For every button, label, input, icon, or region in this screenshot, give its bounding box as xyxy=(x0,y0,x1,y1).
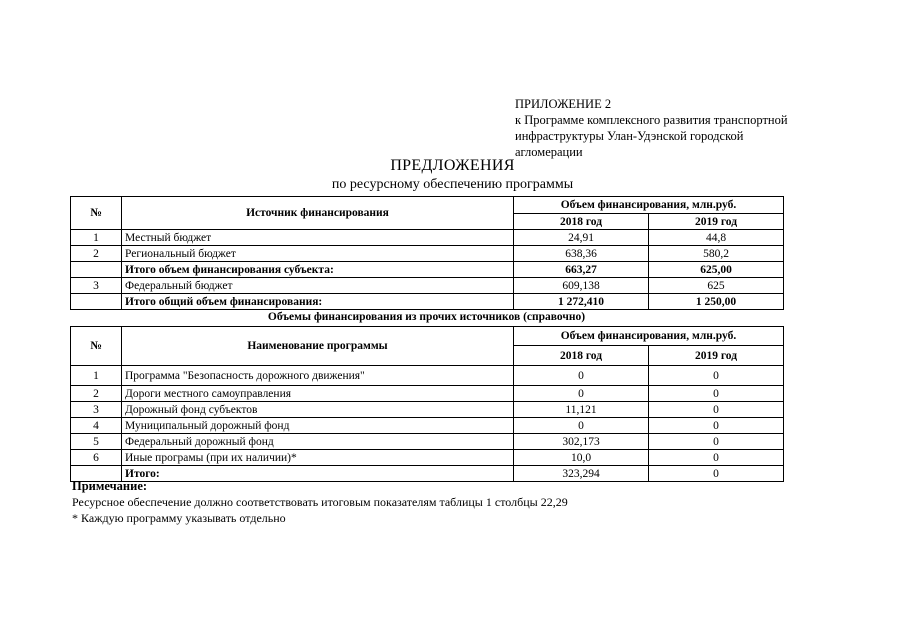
row-name: Итого объем финансирования субъекта: xyxy=(122,262,514,278)
appendix-line-4: агломерации xyxy=(515,145,583,159)
appendix-line-1: ПРИЛОЖЕНИЕ 2 xyxy=(515,97,612,111)
row-name: Программа "Безопасность дорожного движения" xyxy=(122,366,514,386)
row-value-2019: 0 xyxy=(649,450,784,466)
row-value-2018: 609,138 xyxy=(514,278,649,294)
table-row xyxy=(71,246,784,262)
row-value-2019: 0 xyxy=(649,366,784,386)
appendix-header xyxy=(515,96,835,160)
other-sources-caption: Объемы финансирования из прочих источников (справочно) xyxy=(267,311,586,323)
t2-header-num: № xyxy=(71,327,122,366)
row-name: Дороги местного самоуправления xyxy=(122,386,514,402)
row-num: 4 xyxy=(71,418,122,434)
row-value-2019: 0 xyxy=(649,418,784,434)
row-value-2019: 0 xyxy=(649,434,784,450)
t2-header-2019: 2019 год xyxy=(649,346,784,366)
table-row xyxy=(71,418,784,434)
table-row xyxy=(71,434,784,450)
notes-heading: Примечание: xyxy=(72,479,148,493)
t1-header-source: Источник финансирования xyxy=(122,197,514,230)
t1-header-group: Объем финансирования, млн.руб. xyxy=(514,197,784,214)
t2-header-group: Объем финансирования, млн.руб. xyxy=(514,327,784,346)
table-row xyxy=(71,386,784,402)
table-row xyxy=(71,278,784,294)
notes-line-2: * Каждую программу указывать отдельно xyxy=(72,511,286,525)
row-name: Муниципальный дорожный фонд xyxy=(122,418,514,434)
row-num: 2 xyxy=(71,386,122,402)
other-sources-table xyxy=(70,326,784,482)
row-value-2019: 0 xyxy=(649,386,784,402)
subtotal-row xyxy=(71,262,784,278)
row-name: Местный бюджет xyxy=(122,230,514,246)
row-name: Федеральный дорожный фонд xyxy=(122,434,514,450)
row-value-2019: 44,8 xyxy=(649,230,784,246)
table-row xyxy=(71,402,784,418)
row-value-2018: 323,294 xyxy=(514,466,649,482)
row-value-2019: 0 xyxy=(649,402,784,418)
row-num: 1 xyxy=(71,230,122,246)
row-value-2018: 638,36 xyxy=(514,246,649,262)
row-num: 1 xyxy=(71,366,122,386)
total-row xyxy=(71,294,784,310)
t2-header-2018: 2018 год xyxy=(514,346,649,366)
row-num xyxy=(71,262,122,278)
row-value-2018: 0 xyxy=(514,418,649,434)
document-title: ПРЕДЛОЖЕНИЯ xyxy=(390,157,515,174)
row-name: Иные програмы (при их наличии)* xyxy=(122,450,514,466)
row-name: Итого общий объем финансирования: xyxy=(122,294,514,310)
funding-sources-table xyxy=(70,196,784,310)
table-row xyxy=(71,366,784,386)
row-value-2018: 663,27 xyxy=(514,262,649,278)
notes-section xyxy=(72,478,792,526)
row-name: Региональный бюджет xyxy=(122,246,514,262)
row-num: 6 xyxy=(71,450,122,466)
table-row xyxy=(71,230,784,246)
row-value-2018: 11,121 xyxy=(514,402,649,418)
row-value-2018: 10,0 xyxy=(514,450,649,466)
t1-header-num: № xyxy=(71,197,122,230)
row-value-2018: 0 xyxy=(514,386,649,402)
row-value-2019: 625 xyxy=(649,278,784,294)
row-value-2018: 24,91 xyxy=(514,230,649,246)
row-name: Дорожный фонд субъектов xyxy=(122,402,514,418)
row-value-2019: 0 xyxy=(649,466,784,482)
row-value-2018: 302,173 xyxy=(514,434,649,450)
row-num: 3 xyxy=(71,278,122,294)
row-num: 3 xyxy=(71,402,122,418)
row-num: 5 xyxy=(71,434,122,450)
row-num: 2 xyxy=(71,246,122,262)
row-value-2019: 580,2 xyxy=(649,246,784,262)
row-value-2019: 625,00 xyxy=(649,262,784,278)
row-name: Федеральный бюджет xyxy=(122,278,514,294)
appendix-line-2: к Программе комплексного развития транспортной xyxy=(515,113,788,127)
row-name: Итого: xyxy=(122,466,514,482)
notes-line-1: Ресурсное обеспечение должно соответствовать итоговым показателям таблицы 1 столбцы 22,29 xyxy=(72,495,568,509)
t1-header-2019: 2019 год xyxy=(649,214,784,230)
row-value-2018: 1 272,410 xyxy=(514,294,649,310)
document-subtitle: по ресурсному обеспечению программы xyxy=(331,177,574,192)
row-value-2019: 1 250,00 xyxy=(649,294,784,310)
t2-header-name: Наименование программы xyxy=(122,327,514,366)
row-value-2018: 0 xyxy=(514,366,649,386)
t1-header-2018: 2018 год xyxy=(514,214,649,230)
row-num xyxy=(71,294,122,310)
appendix-line-3: инфраструктуры Улан-Удэнской городской xyxy=(515,129,744,143)
table-row xyxy=(71,450,784,466)
